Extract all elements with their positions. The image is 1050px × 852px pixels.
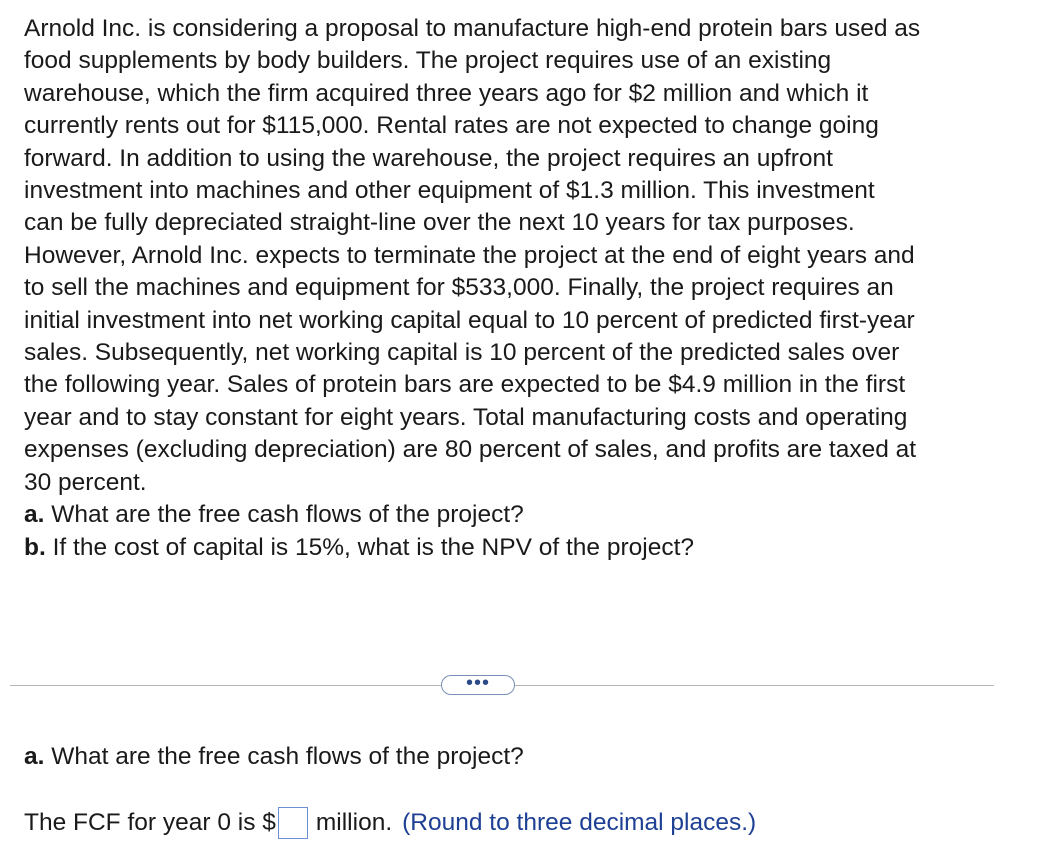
problem-line: the following year. Sales of protein bars are expected to be $4.9 million in the first [24, 371, 906, 399]
problem-statement [24, 13, 1024, 564]
question-a-label: a. [24, 501, 45, 529]
problem-line: year and to stay constant for eight years. Total manufacturing costs and operating [24, 403, 908, 431]
problem-line: can be fully depreciated straight-line over the next 10 years for tax purposes. [24, 209, 855, 237]
problem-line: initial investment into net working capital equal to 10 percent of predicted first-year [24, 306, 915, 334]
answer-question-label: a. [24, 743, 45, 770]
problem-paragraph [24, 13, 1024, 499]
problem-line: currently rents out for $115,000. Rental rates are not expected to change going [24, 112, 879, 140]
question-b-text: If the cost of capital is 15%, what is the NPV of the project? [52, 533, 695, 561]
question-b-label: b. [24, 533, 46, 561]
problem-line: However, Arnold Inc. expects to terminate the project at the end of eight years and [24, 241, 915, 269]
section-divider [10, 672, 994, 700]
rounding-hint: (Round to three decimal places.) [402, 809, 757, 836]
problem-line: Arnold Inc. is considering a proposal to manufacture high-end protein bars used as [24, 15, 921, 42]
problem-line: food supplements by body builders. The project requires use of an existing [24, 47, 832, 75]
problem-line: expenses (excluding depreciation) are 80 percent of sales, and profits are taxed at [24, 436, 917, 464]
problem-line: forward. In addition to using the warehouse, the project requires an upfront [24, 144, 833, 172]
question-b [24, 532, 1024, 564]
question-a [24, 499, 1024, 531]
problem-line: sales. Subsequently, net working capital is 10 percent of the predicted sales over [24, 339, 900, 367]
problem-line: warehouse, which the firm acquired three years ago for $2 million and which it [24, 79, 869, 107]
problem-line: investment into machines and other equipment of $1.3 million. This investment [24, 177, 875, 205]
problem-line: 30 percent. [24, 468, 147, 496]
answer-prefix: The FCF for year 0 is $ [24, 809, 276, 836]
answer-suffix: million. [315, 809, 393, 836]
fcf-year0-input[interactable] [278, 807, 308, 839]
answer-question-text: What are the free cash flows of the project? [51, 743, 524, 770]
answer-question [24, 741, 524, 773]
problem-line: to sell the machines and equipment for $533,000. Finally, the project requires an [24, 274, 894, 302]
question-a-text: What are the free cash flows of the project? [51, 501, 524, 529]
answer-row [24, 806, 756, 840]
expand-more-button[interactable]: ••• [441, 675, 515, 695]
